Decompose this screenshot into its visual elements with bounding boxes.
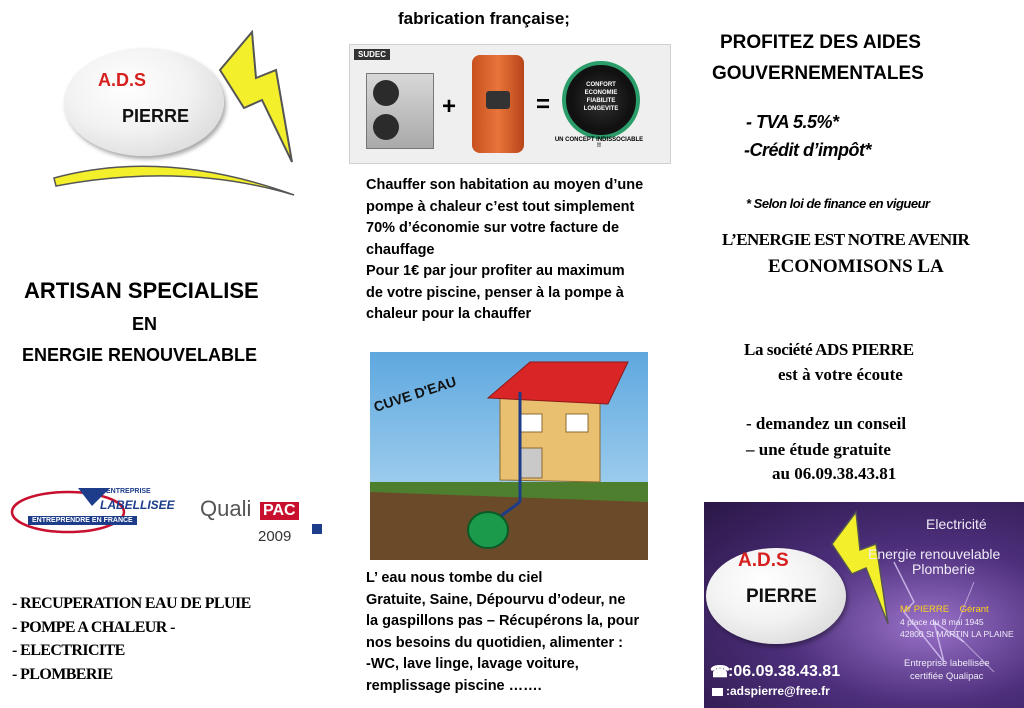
middle-top-title: fabrication française;: [398, 9, 570, 28]
cta-line1: - demandez un conseil: [746, 414, 907, 433]
rainwater-paragraph: L’ eau nous tombe du ciel Gratuite, Saine, Dépourvu d’odeur, ne la gaspillons pas – Récupérons la, pour nos besoins du quotidien, alimenter : -WC, lave linge, lavage voiture, remplissage piscine …….: [366, 570, 640, 694]
fan-icon: [373, 114, 399, 140]
lightning-bolt-icon: [212, 30, 302, 170]
card-logo-line2: PIERRE: [746, 586, 817, 607]
card-service3: Plomberie: [912, 561, 976, 577]
rainwater-illustration: [370, 352, 648, 560]
aid-headline2: GOUVERNEMENTALES: [712, 63, 924, 84]
energy-line1: L’ENERGIE EST NOTRE AVENIR: [722, 230, 970, 249]
entreprise-labellisee-logo: [8, 482, 180, 542]
credit-line: -Crédit d’impôt*: [744, 140, 871, 160]
card-phone: :06.09.38.43.81: [728, 663, 841, 680]
fan-icon: [373, 80, 399, 106]
badge-caption: UN CONCEPT INDISSOCIABLE !!: [554, 137, 644, 149]
footnote: * Selon loi de finance en vigueur: [746, 196, 930, 211]
email-icon: [712, 688, 723, 696]
card-cert1: Entreprise labellisée: [904, 658, 990, 669]
logo-oval: [64, 48, 224, 156]
plus-sign: +: [442, 93, 457, 120]
brand-tag: SUDEC: [354, 49, 390, 60]
equals-sign: =: [536, 91, 551, 118]
left-heading-line2: EN: [132, 314, 158, 334]
phone-icon: ☎: [710, 664, 730, 681]
heat-pump-image: [349, 44, 671, 164]
card-service1: Electricité: [926, 516, 987, 532]
label-swoosh-icon: [8, 482, 180, 542]
left-heading-line3: ENERGIE RENOUVELABLE: [22, 345, 258, 365]
aid-headline1: PROFITEZ DES AIDES: [720, 32, 921, 53]
service-item: - PLOMBERIE: [12, 665, 113, 683]
qualipac-logo: [198, 492, 330, 548]
label-entreprendre: ENTREPRENDRE EN FRANCE: [28, 516, 137, 525]
service-item: - RECUPERATION EAU DE PLUIE: [12, 595, 251, 612]
tank-label: CUVE D'EAU: [371, 373, 459, 415]
card-email: :adspierre@free.fr: [726, 684, 830, 698]
qualipac-year: 2009: [258, 528, 292, 545]
water-tank: [472, 55, 524, 153]
cta-line2: – une étude gratuite: [746, 440, 891, 459]
qualipac-square: [312, 524, 322, 534]
services-list: [12, 592, 251, 686]
energy-line2: ECONOMISONS LA: [768, 256, 944, 277]
top-left-logo: [44, 30, 304, 210]
qualipac-quali: Quali: [200, 496, 252, 521]
tank-valve: [486, 91, 510, 109]
card-address2: 42800 St MARTIN LA PLAINE: [900, 629, 1014, 639]
logo-line2: PIERRE: [122, 106, 190, 126]
card-address1: 4 place du 8 mai 1945: [900, 617, 984, 627]
concept-badge: [562, 61, 640, 139]
service-item: - ELECTRICITE: [12, 642, 125, 659]
cta-line3: au 06.09.38.43.81: [772, 464, 897, 483]
label-small: ENTREPRISE: [106, 488, 151, 495]
card-logo-line1: A.D.S: [738, 550, 789, 571]
card-cert2: certifiée Qualipac: [910, 671, 984, 682]
societe-line2: est à votre écoute: [778, 365, 903, 384]
left-heading-line1: ARTISAN SPECIALISE: [24, 278, 259, 303]
card-service2: Energie renouvelable: [868, 546, 1001, 562]
house-drawing: [370, 352, 648, 560]
heat-pump-unit: [366, 73, 434, 149]
business-card: [704, 502, 1024, 708]
logo-line1: A.D.S: [98, 70, 147, 90]
qualipac-pac: PAC: [260, 502, 299, 520]
societe-line1: La société ADS PIERRE: [744, 340, 914, 359]
tva-line: - TVA 5.5%*: [746, 112, 839, 132]
service-item: - POMPE A CHALEUR -: [12, 618, 175, 636]
label-labellisee: LABELLISEE: [100, 498, 175, 512]
heat-pump-paragraph: Chauffer son habitation au moyen d’une pompe à chaleur c’est tout simplement 70% d’économie sur votre facture de chauffage Pour 1€ par jour profiter au maximum de votre piscine, penser à la pompe à chaleur pour la chauffer: [366, 177, 644, 322]
card-manager: Mr PIERRE Gérant: [900, 604, 989, 615]
badge-text: CONFORT ECONOMIE FIABILITE LONGEVITE: [583, 82, 619, 112]
card-lightning-bolt-icon: [826, 510, 896, 630]
